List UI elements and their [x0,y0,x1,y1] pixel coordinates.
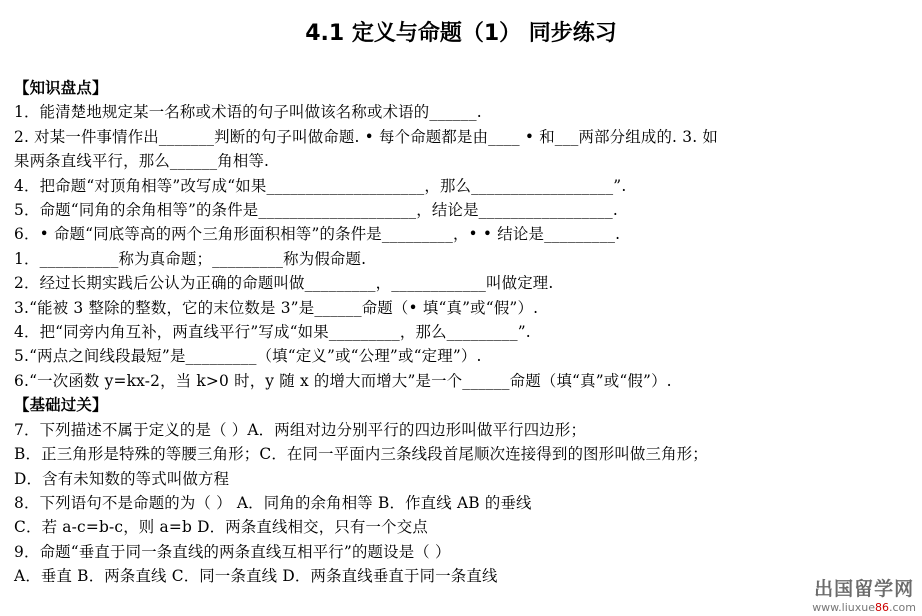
question-line: 7．下列描述不属于定义的是（ ）A．两组对边分别平行的四边形叫做平行四边形； [14,420,587,439]
question-line: 6.“一次函数 y=kx-2，当 k>0 时，y 随 x 的增大而增大”是一个______命题（填“真”或“假”）. [14,371,672,390]
section-heading-basic: 【基础过关】 [14,396,108,415]
question-line: C．若 a-c=b-c，则 a=b D．两条直线相交，只有一个交点 [14,518,428,537]
question-line: 2. 对某一件事情作出_______判断的句子叫做命题. • 每个命题都是由____ • 和___两部分组成的. 3. 如 [14,127,718,146]
question-line: 4．把命题“对顶角相等”改写成“如果____________________，那么__________________”. [14,176,627,195]
question-line: 8．下列语句不是命题的为（ ） A．同角的余角相等 B．作直线 AB 的垂线 [14,493,532,512]
question-line: 4．把“同旁内角互补，两直线平行”写成“如果_________，那么_________”. [14,323,531,342]
exercise-body [14,76,914,589]
question-line: 1．__________称为真命题；_________称为假命题. [14,249,367,268]
question-line: 3.“能被 3 整除的整数，它的末位数是 3”是______命题（• 填“真”或“假”）. [14,298,539,317]
question-line: 1．能清楚地规定某一名称或术语的句子叫做该名称或术语的______. [14,103,482,122]
question-line: A．垂直 B．两条直线 C．同一条直线 D．两条直线垂直于同一条直线 [14,567,498,586]
question-line: 9．命题“垂直于同一条直线的两条直线互相平行”的题设是（ ） [14,542,451,561]
section-heading-knowledge: 【知识盘点】 [14,79,108,97]
question-line: B．正三角形是特殊的等腰三角形；C．在同一平面内三条线段首尾顺次连接得到的图形叫做三角形； [14,445,708,464]
question-line: D．含有未知数的等式叫做方程 [14,469,230,488]
site-watermark [812,574,916,614]
watermark-url: www.liuxue86.com [812,601,916,614]
question-line: 果两条直线平行，那么______角相等. [14,152,270,171]
watermark-text: 出国留学网 [814,578,915,600]
question-line: 6．• 命题“同底等高的两个三角形面积相等”的条件是_________，• • 结论是_________. [14,225,621,244]
question-line: 5．命题“同角的余角相等”的条件是____________________，结论是_________________. [14,201,618,220]
page-title: 4.1 定义与命题（1） 同步练习 [305,21,617,46]
question-line: 2．经过长期实践后公认为正确的命题叫做_________，____________叫做定理. [14,274,554,293]
question-line: 5.“两点之间线段最短”是_________（填“定义”或“公理”或“定理”）. [14,347,482,366]
